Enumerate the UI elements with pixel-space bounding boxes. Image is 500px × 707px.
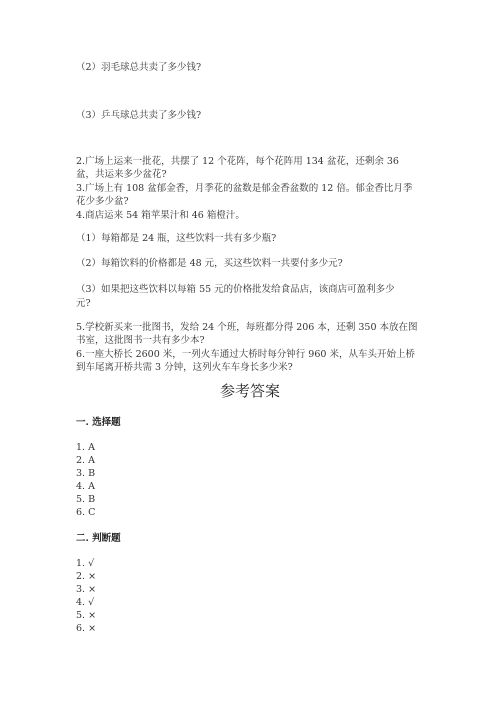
question-5-line-2: 书室，这批图书一共有多少本? <box>76 335 205 346</box>
section-2-answer-3: 3. × <box>76 584 97 595</box>
question-2-line-2: 盆，共运来多少盆花? <box>76 169 167 180</box>
section-1-answer-1: 1. A <box>76 442 95 453</box>
question-4-sub-3-line-1: （3）如果把这些饮料以每箱 55 元的价格批发给食品店，该商店可盈利多少 <box>76 284 395 295</box>
question-3-line-1: 3.广场上有 108 盆郁金香，月季花的盆数是郁金香盆数的 12 倍。郁金香比月季 <box>76 183 413 194</box>
section-1-answer-2: 2. A <box>76 455 95 466</box>
question-5-line-1: 5.学校新买来一批图书，发给 24 个班，每班都分得 206 本，还剩 350 本放在图 <box>76 322 418 333</box>
section-2-answer-1: 1. √ <box>76 558 95 569</box>
section-2-answer-6: 6. × <box>76 623 97 634</box>
section-1-heading: 一. 选择题 <box>76 417 121 428</box>
question-1-sub-2: （2）羽毛球总共卖了多少钱? <box>76 62 202 73</box>
question-4-sub-2: （2）每箱饮料的价格都是 48 元，买这些饮料一共要付多少元? <box>76 258 343 269</box>
section-2-heading: 二. 判断题 <box>76 533 121 544</box>
question-4-sub-3-line-2: 元? <box>76 298 91 309</box>
section-2-answer-4: 4. √ <box>76 597 95 608</box>
section-1-answer-4: 4. A <box>76 481 95 492</box>
question-6-line-1: 6.一座大桥长 2600 米，一列火车通过大桥时每分钟行 960 米，从车头开始上桥 <box>76 349 415 360</box>
section-1-answer-6: 6. C <box>76 507 96 518</box>
section-2-answer-5: 5. × <box>76 610 97 621</box>
question-6-line-2: 到车尾离开桥共需 3 分钟，这列火车车身长多少米? <box>76 362 293 373</box>
answer-key-title: 参考答案 <box>219 382 280 400</box>
section-1-answer-3: 3. B <box>76 468 96 479</box>
question-4-line-1: 4.商店运来 54 箱苹果汁和 46 箱橙汁。 <box>76 210 245 221</box>
question-2-line-1: 2.广场上运来一批花，共摆了 12 个花阵，每个花阵用 134 盆花，还剩余 36 <box>76 156 399 167</box>
section-1-answer-5: 5. B <box>76 494 96 505</box>
question-1-sub-3: （3）乒乓球总共卖了多少钱? <box>76 110 202 121</box>
question-4-sub-1: （1）每箱都是 24 瓶，这些饮料一共有多少瓶? <box>76 233 277 244</box>
section-2-answer-2: 2. × <box>76 571 97 582</box>
question-3-line-2: 花少多少盆? <box>76 196 129 207</box>
